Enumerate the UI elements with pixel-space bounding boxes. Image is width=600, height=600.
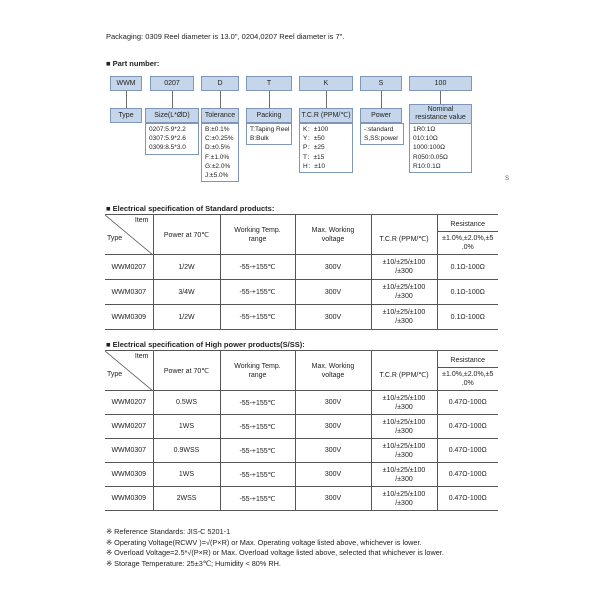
table-row (105, 415, 498, 439)
table-cell: WWM0307 (105, 439, 153, 463)
options-tolerance: B:±0.1% C:±0.25% D:±0.5% F:±1.0% G:±2.0% J:±5.0% (201, 123, 239, 182)
table-cell: Resistance ±1.0%,±2.0%,±5 .0% (437, 351, 498, 391)
options-packing: T:Taping Reel B:Bulk (246, 123, 292, 145)
label-size: Size(L*ØD) (145, 108, 199, 123)
table-cell: 300V (295, 439, 371, 463)
table-cell: ±10/±25/±100 /±300 (371, 305, 437, 330)
stray-mark: S (505, 176, 510, 182)
table-cell: Working Temp. range (220, 351, 295, 391)
table-row (105, 463, 498, 487)
table-cell: WWM0307 (105, 280, 153, 305)
code-packing: T (246, 76, 292, 91)
table-cell: 300V (295, 305, 371, 330)
table-cell: 1/2W (153, 255, 220, 280)
table-row (105, 280, 498, 305)
code-power: S (360, 76, 402, 91)
table-cell: 1/2W (153, 305, 220, 330)
table-cell: 300V (295, 255, 371, 280)
item-type-header: Item Type (105, 215, 153, 255)
table-cell: -55-+155℃ (220, 391, 295, 415)
table-cell: WWM0309 (105, 305, 153, 330)
label-type: Type (110, 108, 142, 123)
table-cell: ±10/±25/±100 /±300 (371, 255, 437, 280)
note-line: ※ Reference Standards: JIS-C 5201-1 (106, 527, 231, 536)
options-power: -:standard S,SS:power (360, 123, 404, 145)
table-cell: ±10/±25/±100 /±300 (371, 415, 437, 439)
table-cell: 300V (295, 487, 371, 511)
table-cell: WWM0207 (105, 391, 153, 415)
part-number-heading: ■ Part number: (106, 59, 160, 68)
code-size: 0207 (150, 76, 194, 91)
table-header-row (105, 215, 498, 255)
standard-table-heading: ■ Electrical specification of Standard products: (106, 204, 275, 213)
table-cell: T.C.R (PPM/℃) (371, 351, 437, 391)
table-cell: 0.9WSS (153, 439, 220, 463)
table-cell: Working Temp. range (220, 215, 295, 255)
table-row (105, 439, 498, 463)
options-tcr: K：±100 Y：±50 P：±25 T：±15 H：±10 (299, 123, 353, 173)
item-type-header: Item Type (105, 351, 153, 391)
table-cell: Resistance ±1.0%,±2.0%,±5 .0% (437, 215, 498, 255)
table-header-row (105, 351, 498, 391)
connector-line (440, 91, 441, 104)
note-line: ※ Storage Temperature: 25±3℃; Humidity < 80% RH. (106, 558, 281, 568)
table-cell: -55-+155℃ (220, 305, 295, 330)
label-power: Power (360, 108, 402, 123)
table-cell: 300V (295, 391, 371, 415)
connector-line (381, 91, 382, 109)
table-cell: 300V (295, 463, 371, 487)
packaging-note: Packaging: 0309 Reel diameter is 13.0", 0204,0207 Reel diameter is 7". (106, 32, 345, 41)
connector-line (126, 91, 127, 109)
table-cell: 0.47Ω-100Ω (437, 391, 498, 415)
table-cell: T.C.R (PPM/℃) (371, 215, 437, 255)
table-cell: 300V (295, 415, 371, 439)
table-cell: -55-+155℃ (220, 463, 295, 487)
table-cell: 0.1Ω-100Ω (437, 305, 498, 330)
table-cell: 0.47Ω-100Ω (437, 487, 498, 511)
label-packing: Packing (246, 108, 292, 123)
note-line: ※ Overload Voltage=2.5*√(P×R) or Max. Overload voltage listed above, selected that whichever is lower. (106, 548, 444, 557)
table-cell: WWM0207 (105, 415, 153, 439)
connector-line (220, 91, 221, 109)
bullet-icon: ■ (106, 59, 111, 68)
options-size: 0207:5.9*2.2 0307:5.9*2.6 0309:8.5*3.0 (145, 123, 199, 155)
table-cell: 3/4W (153, 280, 220, 305)
bullet-icon: ■ (106, 340, 111, 349)
table-cell: ±10/±25/±100 /±300 (371, 463, 437, 487)
connector-line (326, 91, 327, 109)
table-row (105, 391, 498, 415)
table-cell: ±10/±25/±100 /±300 (371, 280, 437, 305)
label-resistance: Nominal resistance value (409, 104, 472, 124)
table-cell: -55-+155℃ (220, 487, 295, 511)
table-cell: Power at 70℃ (153, 215, 220, 255)
bullet-icon: ■ (106, 204, 111, 213)
table-cell: 0.1Ω-100Ω (437, 280, 498, 305)
table-cell: -55-+155℃ (220, 255, 295, 280)
standard-spec-table (105, 214, 498, 330)
table-row (105, 305, 498, 330)
note-line: ※ Operating Voltage(RCWV )=√(P×R) or Max. Operating voltage listed above, whichever is lower. (106, 537, 422, 547)
table-cell: 0.1Ω-100Ω (437, 255, 498, 280)
table-cell: 0.5WS (153, 391, 220, 415)
table-cell: Max. Working voltage (295, 351, 371, 391)
label-tolerance: Tolerance (201, 108, 239, 123)
table-cell: 1WS (153, 463, 220, 487)
connector-line (172, 91, 173, 109)
table-cell: Max. Working voltage (295, 215, 371, 255)
label-tcr: T.C.R (PPM/℃) (299, 108, 353, 123)
table-cell: Power at 70℃ (153, 351, 220, 391)
table-cell: 2WSS (153, 487, 220, 511)
table-cell: 300V (295, 280, 371, 305)
code-tcr: K (299, 76, 353, 91)
table-cell: -55-+155℃ (220, 415, 295, 439)
table-cell: -55-+155℃ (220, 280, 295, 305)
table-cell: WWM0309 (105, 463, 153, 487)
options-resistance: 1R0:1Ω 010:10Ω 1000:100Ω R050:0.05Ω R10:0.1Ω (409, 123, 472, 173)
table-cell: 0.47Ω-100Ω (437, 463, 498, 487)
table-row (105, 255, 498, 280)
connector-line (269, 91, 270, 109)
table-row (105, 487, 498, 511)
notes-block (106, 527, 444, 569)
table-cell: -55-+155℃ (220, 439, 295, 463)
table-cell: 0.47Ω-100Ω (437, 439, 498, 463)
table-cell: 1WS (153, 415, 220, 439)
table-cell: WWM0309 (105, 487, 153, 511)
high-power-spec-table (105, 350, 498, 511)
table-cell: 0.47Ω-100Ω (437, 415, 498, 439)
table-cell: ±10/±25/±100 /±300 (371, 439, 437, 463)
table-cell: ±10/±25/±100 /±300 (371, 391, 437, 415)
code-type: WWM (110, 76, 142, 91)
high-power-table-heading: ■ Electrical specification of High power products(S/SS): (106, 340, 305, 349)
code-resistance: 100 (409, 76, 472, 91)
table-cell: ±10/±25/±100 /±300 (371, 487, 437, 511)
code-tolerance: D (201, 76, 239, 91)
table-cell: WWM0207 (105, 255, 153, 280)
